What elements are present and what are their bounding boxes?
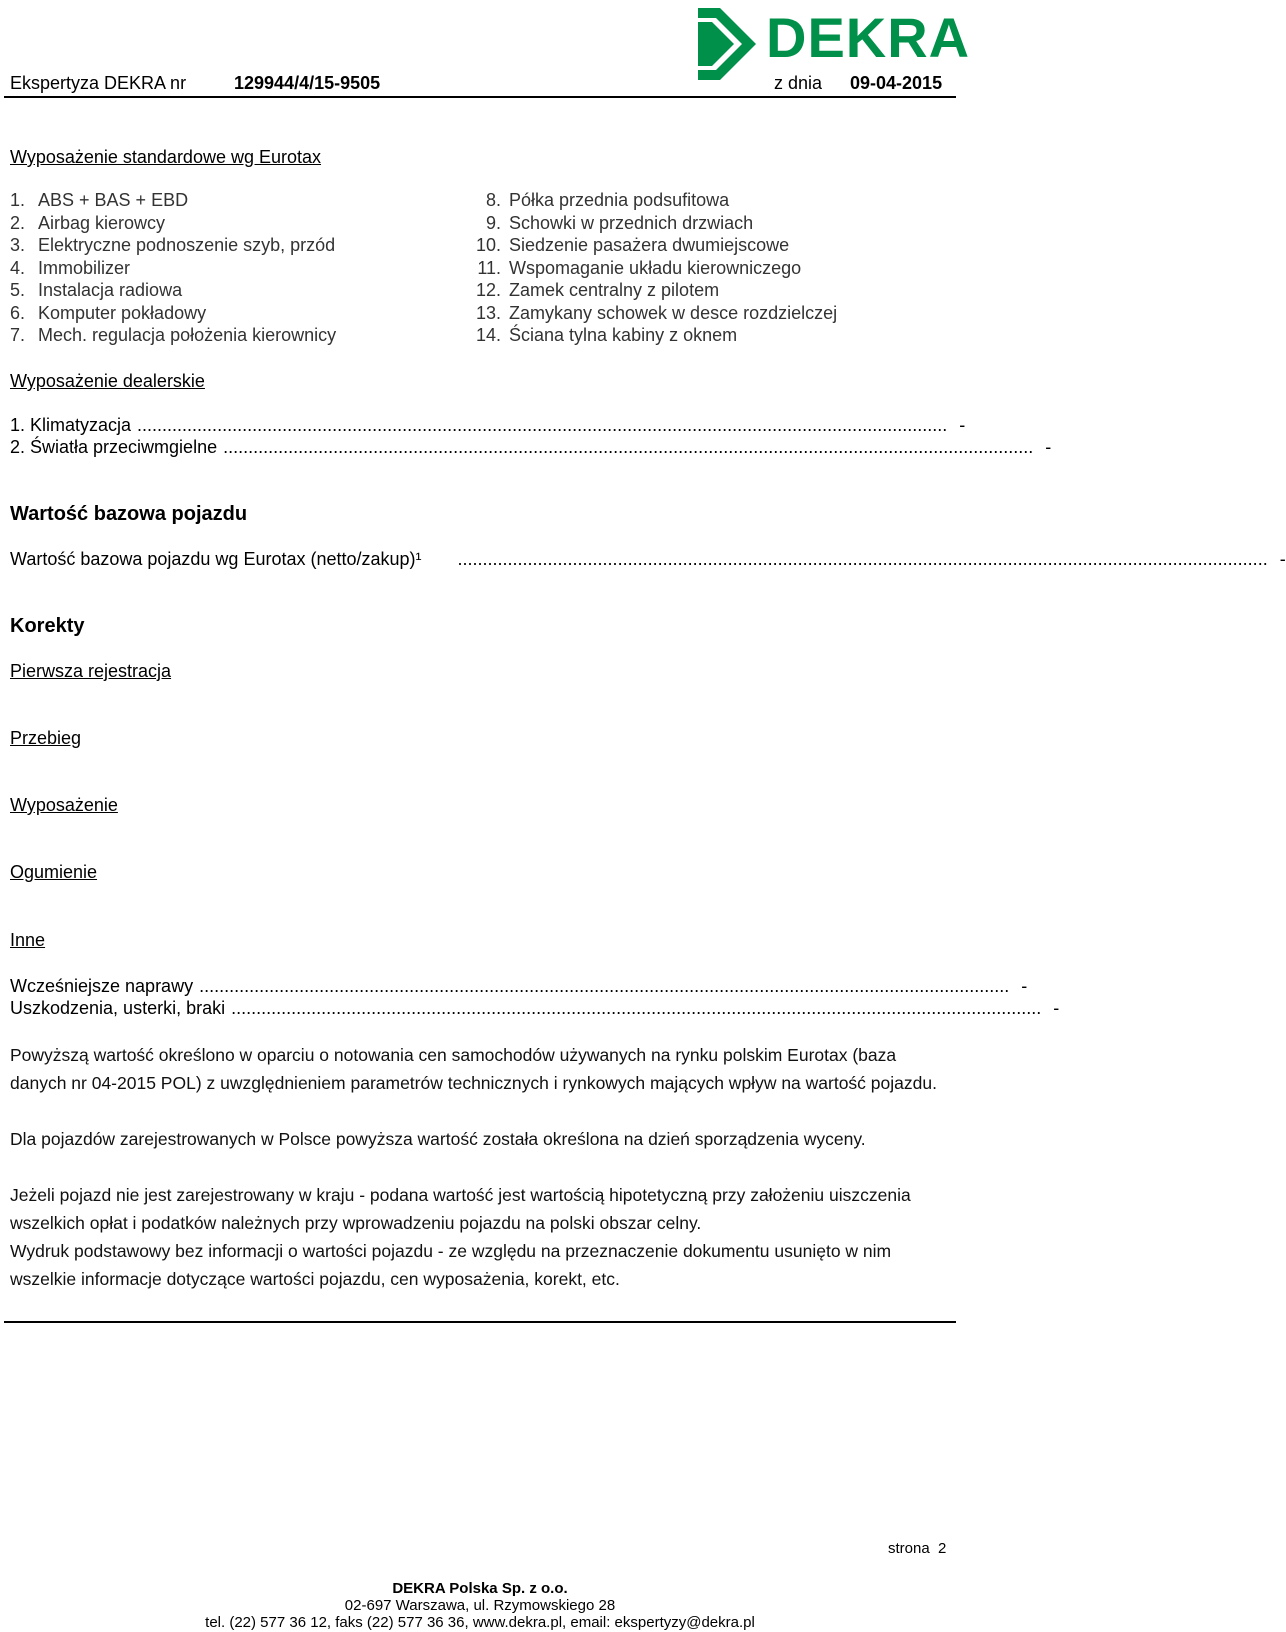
- first-registration-heading: Pierwsza rejestracja: [10, 661, 172, 681]
- content-divider: [4, 1321, 956, 1323]
- list-item: 9. Schowki w przednich drzwiach: [485, 212, 754, 233]
- report-number: 129944/4/15-9505: [234, 73, 381, 93]
- base-value-value: -: [1279, 549, 1286, 569]
- base-value-row: [10, 548, 1286, 570]
- list-item: 5. Instalacja radiowa: [10, 280, 183, 300]
- report-label: Ekspertyza DEKRA nr: [10, 73, 187, 93]
- dealer-item-label: 2. Światła przeciwmgielne: [10, 437, 218, 457]
- leader-dots: ..................................................................................................................................................................: [223, 437, 1034, 457]
- leader-dots: ..................................................................................................................................................................: [137, 415, 948, 435]
- tyres-heading: Ogumienie: [10, 862, 98, 882]
- dealer-item-row: [10, 414, 966, 436]
- list-item: 11. Wspomaganie układu kierowniczego: [477, 257, 802, 278]
- standard-equipment-heading: Wyposażenie standardowe wg Eurotax: [10, 147, 322, 167]
- logo-text: DEKRA: [766, 6, 971, 69]
- notes-paragraph-4: Wydruk podstawowy bez informacji o wartości pojazdu - ze względu na przeznaczenie dokumentu usunięto w nim wszelkie informacje dotyczące wartości pojazdu, cen wyposażenia, korekt, etc.: [10, 1241, 892, 1289]
- mileage-heading: Przebieg: [10, 728, 82, 748]
- base-value-heading: Wartość bazowa pojazdu: [10, 503, 248, 525]
- list-item: 6. Komputer pokładowy: [10, 302, 207, 323]
- dealer-equipment-heading: Wyposażenie dealerskie: [10, 371, 205, 391]
- footer-contact: tel. (22) 577 36 12, faks (22) 577 36 36, www.dekra.pl, email: ekspertyzy@dekra.pl: [205, 1614, 755, 1631]
- leader-dots: ..................................................................................................................................................................: [231, 998, 1042, 1018]
- correction-item-label: Uszkodzenia, usterki, braki: [10, 998, 226, 1018]
- correction-item-value: -: [1021, 976, 1028, 996]
- base-value-label: Wartość bazowa pojazdu wg Eurotax (netto/zakup)¹: [10, 549, 422, 569]
- correction-item-label: Wcześniejsze naprawy: [10, 976, 194, 996]
- corrections-heading: Korekty: [10, 615, 85, 637]
- list-item: 8. Półka przednia podsufitowa: [485, 190, 730, 210]
- correction-item-row: [10, 975, 1028, 997]
- footer-address: 02-697 Warszawa, ul. Rzymowskiego 28: [344, 1597, 616, 1614]
- correction-item-value: -: [1053, 998, 1060, 1018]
- list-item: 7. Mech. regulacja położenia kierownicy: [10, 325, 337, 345]
- list-item: 3. Elektryczne podnoszenie szyb, przód: [10, 235, 336, 255]
- dealer-item-label: 1. Klimatyzacja: [10, 415, 132, 435]
- dekra-logo: [698, 6, 971, 80]
- list-item: 12. Zamek centralny z pilotem: [475, 280, 720, 300]
- list-item: 1. ABS + BAS + EBD: [10, 190, 189, 210]
- list-item: 4. Immobilizer: [10, 257, 131, 278]
- header-divider: [4, 96, 956, 98]
- other-heading: Inne: [10, 930, 46, 950]
- page-number: [888, 1540, 946, 1558]
- standard-equipment-right-list: [463, 189, 837, 347]
- dealer-item-row: [10, 436, 1052, 458]
- dealer-item-value: -: [1045, 437, 1052, 457]
- equipment-heading: Wyposażenie: [10, 795, 118, 815]
- date-value: 09-04-2015: [850, 73, 943, 93]
- dealer-item-value: -: [959, 415, 966, 435]
- page-value: 2: [938, 1540, 947, 1557]
- leader-dots: ..................................................................................................................................................................: [457, 549, 1268, 569]
- dekra-arrow-icon: [698, 8, 762, 80]
- date-label: z dnia: [774, 73, 823, 93]
- correction-item-row: [10, 997, 1060, 1019]
- list-item: 2. Airbag kierowcy: [10, 212, 166, 233]
- list-item: 14. Ściana tylna kabiny z oknem: [475, 325, 738, 345]
- page-label: strona: [888, 1540, 930, 1557]
- standard-equipment-left-list: [10, 189, 336, 347]
- notes-paragraph-1: Powyższą wartość określono w oparciu o notowania cen samochodów używanych na rynku polskim Eurotax (baza danych nr 04-2015 POL) z uwzględnieniem parametrów technicznych i rynkowych mających wpływ na wartość pojazdu.: [10, 1045, 937, 1093]
- list-item: 13. Zamykany schowek w desce rozdzielczej: [475, 302, 838, 323]
- leader-dots: ..................................................................................................................................................................: [199, 976, 1010, 996]
- notes-paragraph-2: Dla pojazdów zarejestrowanych w Polsce powyższa wartość została określona na dzień sporządzenia wyceny.: [10, 1129, 866, 1149]
- notes-paragraph-3: Jeżeli pojazd nie jest zarejestrowany w kraju - podana wartość jest wartością hipotetyczną przy założeniu uiszczenia wszelkich opłat i podatków należnych przy wprowadzeniu pojazdu na polski obszar celny.: [10, 1185, 911, 1233]
- list-item: 10. Siedzenie pasażera dwumiejscowe: [475, 235, 790, 255]
- footer-company: DEKRA Polska Sp. z o.o.: [392, 1580, 568, 1597]
